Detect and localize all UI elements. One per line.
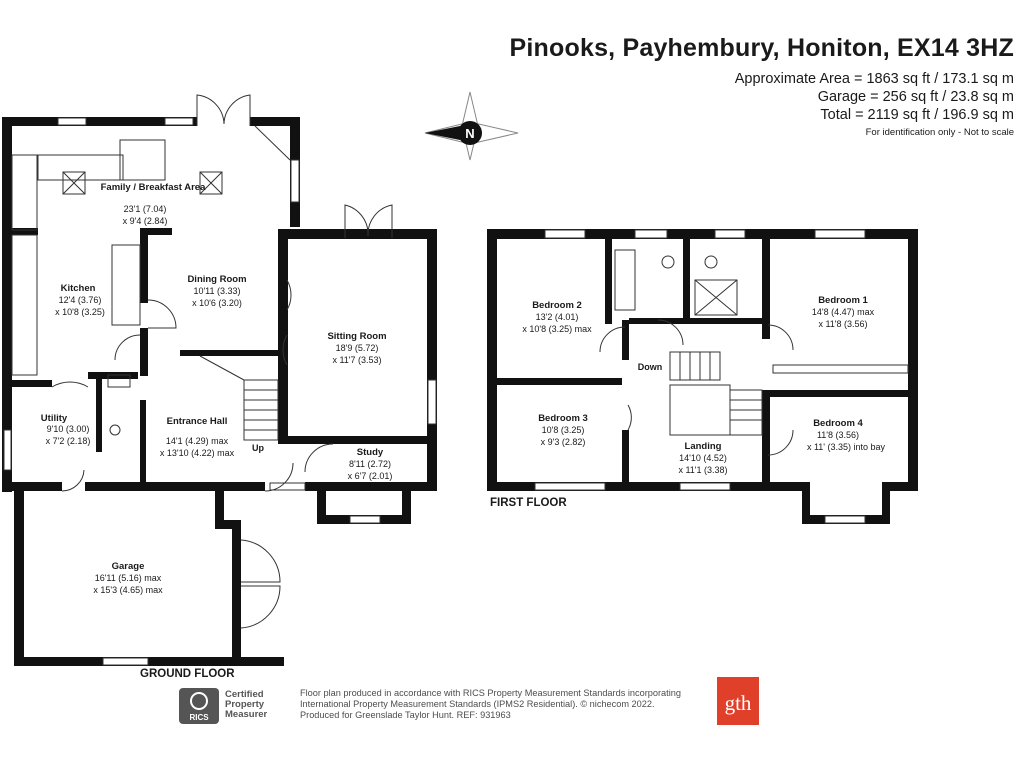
approx-area: Approximate Area = 1863 sq ft / 173.1 sq m (734, 71, 1014, 87)
total-area: Total = 2119 sq ft / 196.9 sq m (820, 107, 1014, 123)
room-bedroom-1-dim1: 14'8 (4.47) max (811, 307, 875, 317)
room-bedroom-2-dim2: x 10'8 (3.25) max (522, 324, 592, 334)
room-family-breakfast-dim2: x 9'4 (2.84) (122, 216, 168, 226)
room-bedroom-2: Bedroom 2 (532, 300, 582, 311)
room-entrance-hall-dim1: 14'1 (4.29) max (165, 436, 229, 446)
north-compass-icon (425, 92, 518, 160)
rics-badge-line-1: Certified (225, 689, 264, 700)
ground-floor-walls (2, 117, 437, 666)
room-kitchen-dim1: 12'4 (3.76) (58, 295, 102, 305)
room-landing-dim2: x 11'1 (3.38) (678, 465, 728, 475)
room-family-breakfast-dim1: 23'1 (7.04) (123, 204, 167, 214)
rics-logo-icon (179, 688, 219, 724)
rics-badge-line-2: Property (225, 699, 265, 710)
rics-badge-text (225, 690, 267, 720)
footer-disclaimer (300, 688, 681, 722)
room-dining-dim2: x 10'6 (3.20) (192, 298, 242, 308)
room-kitchen-dim2: x 10'8 (3.25) (55, 307, 105, 317)
ground-floor-label: GROUND FLOOR (140, 668, 235, 680)
room-labels (41, 182, 886, 595)
stair-down-label: Down (637, 362, 663, 372)
room-bedroom-1: Bedroom 1 (818, 295, 868, 306)
room-entrance-hall: Entrance Hall (166, 416, 228, 427)
room-landing: Landing (684, 441, 722, 452)
room-dining-dim1: 10'11 (3.33) (193, 286, 241, 296)
property-title: Pinooks, Payhembury, Honiton, EX14 3HZ (509, 34, 1014, 62)
garage-area: Garage = 256 sq ft / 23.8 sq m (817, 89, 1014, 105)
rics-logo-text: RICS (189, 713, 209, 722)
room-study-dim2: x 6'7 (2.01) (347, 471, 393, 481)
room-sitting-dim1: 18'9 (5.72) (335, 343, 379, 353)
room-landing-dim1: 14'10 (4.52) (679, 453, 727, 463)
room-utility-dim1: 9'10 (3.00) (46, 424, 90, 434)
room-bedroom-4: Bedroom 4 (813, 418, 863, 429)
agent-logo: gth (717, 677, 759, 725)
first-floor-walls (487, 229, 918, 524)
room-bedroom-2-dim1: 13'2 (4.01) (535, 312, 579, 322)
room-garage: Garage (111, 561, 145, 572)
first-floor-openings (535, 230, 908, 523)
identification-note: For identification only - Not to scale (865, 127, 1014, 138)
room-family-breakfast: Family / Breakfast Area (100, 182, 206, 193)
room-sitting-dim2: x 11'7 (3.53) (332, 355, 382, 365)
room-utility-dim2: x 7'2 (2.18) (45, 436, 91, 446)
room-kitchen: Kitchen (60, 283, 96, 294)
room-entrance-hall-dim2: x 13'10 (4.22) max (159, 448, 235, 458)
ground-floor-openings (4, 95, 436, 665)
room-garage-dim2: x 15'3 (4.65) max (93, 585, 163, 595)
stair-up-label: Up (252, 443, 264, 453)
footer-line-2: International Property Measurement Standards (IPMS2 Residential). © nichecom 2022. (300, 699, 655, 710)
room-dining: Dining Room (187, 274, 247, 285)
footer-line-3: Produced for Greenslade Taylor Hunt. REF: 931963 (300, 710, 511, 721)
footer-line-1: Floor plan produced in accordance with RICS Property Measurement Standards incorporating (300, 688, 681, 698)
room-bedroom-4-dim1: 11'8 (3.56) (816, 430, 860, 440)
room-bedroom-3-dim1: 10'8 (3.25) (541, 425, 585, 435)
first-floor-label: FIRST FLOOR (490, 497, 567, 509)
compass-label: N (465, 126, 475, 141)
room-study-dim1: 8'11 (2.72) (348, 459, 392, 469)
room-sitting: Sitting Room (327, 331, 387, 342)
room-utility: Utility (40, 413, 68, 424)
room-bedroom-4-dim2: x 11' (3.35) into bay (806, 442, 886, 452)
room-bedroom-1-dim2: x 11'8 (3.56) (818, 319, 868, 329)
room-garage-dim1: 16'11 (5.16) max (94, 573, 162, 583)
room-bedroom-3-dim2: x 9'3 (2.82) (540, 437, 586, 447)
room-study: Study (356, 447, 384, 458)
rics-badge-line-3: Measurer (225, 709, 268, 720)
room-bedroom-3: Bedroom 3 (538, 413, 588, 424)
